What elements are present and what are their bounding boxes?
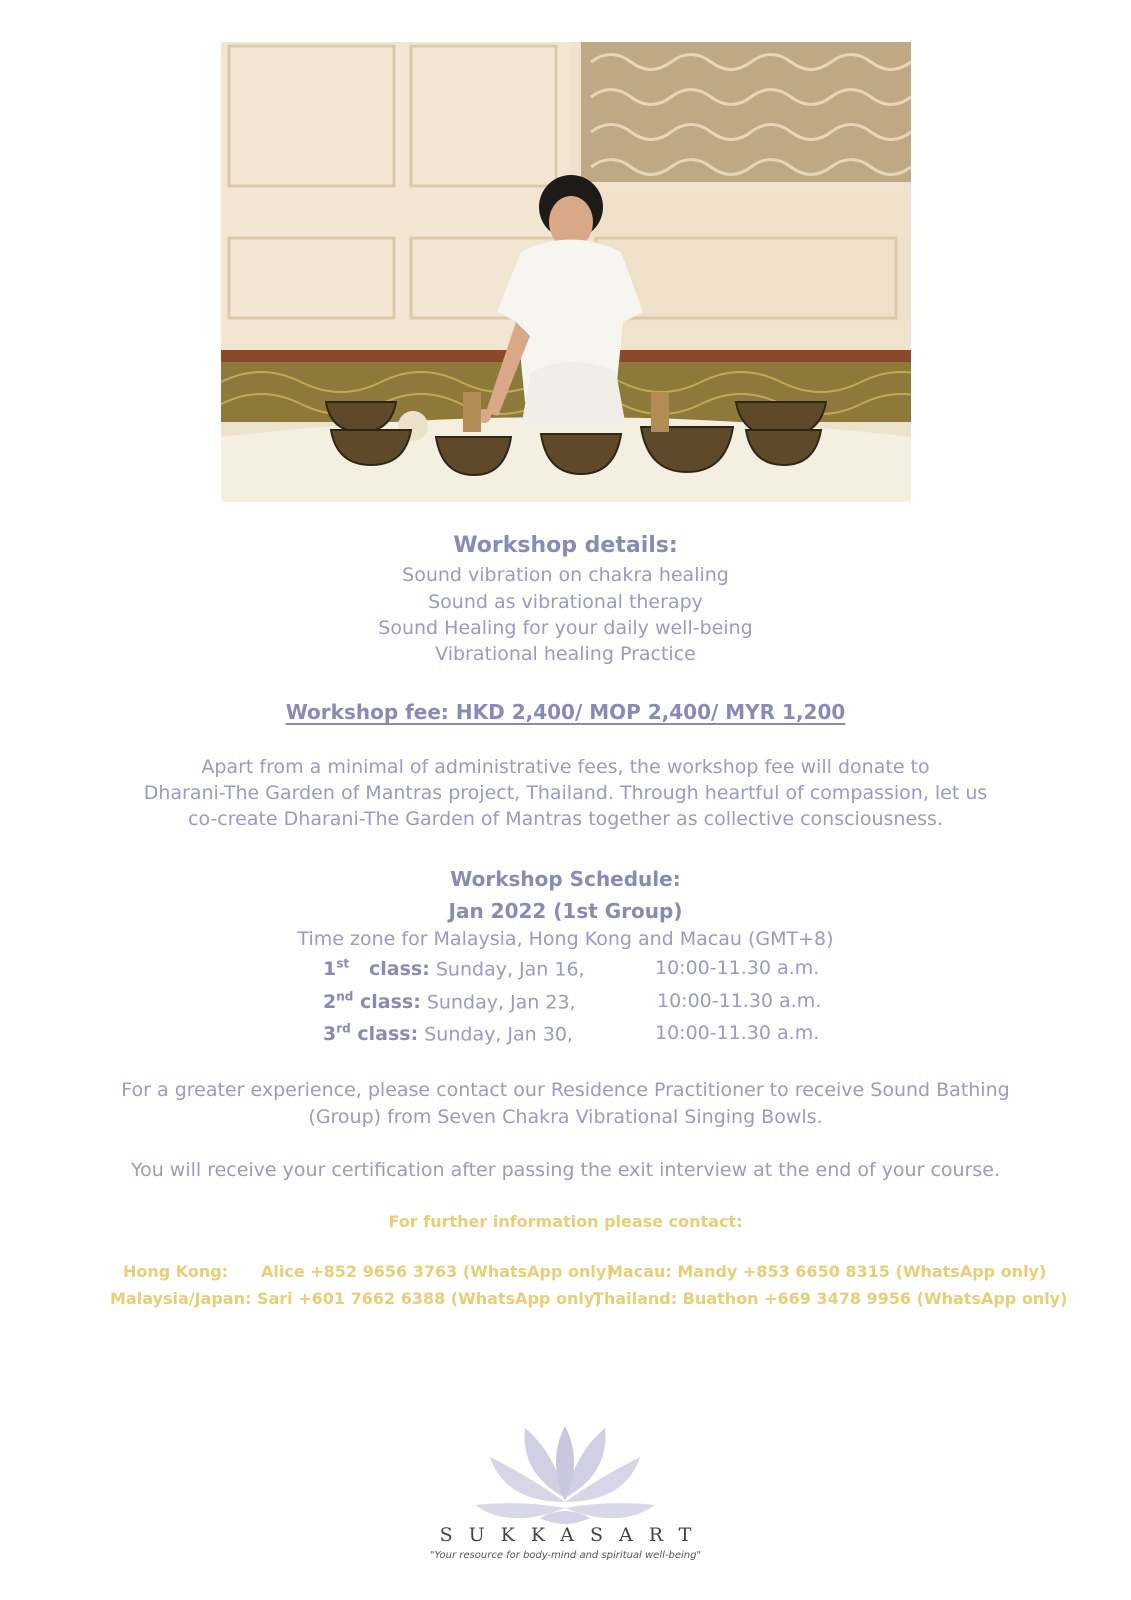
details-item: Sound Healing for your daily well-being	[378, 617, 753, 639]
schedule-group: Jan 2022 (1st Group)	[448, 899, 683, 923]
class-date: Sunday, Jan 16,	[435, 958, 585, 981]
workshop-fee: Workshop fee: HKD 2,400/ MOP 2,400/ MYR 1,200	[285, 700, 846, 724]
donation-line: Apart from a minimal of administrative fees, the workshop fee will donate to	[201, 756, 930, 778]
experience-line: For a greater experience, please contact our Residence Practitioner to receive Sound Bathing	[121, 1079, 1010, 1101]
donation-line: co-create Dharani-The Garden of Mantras together as collective consciousness.	[188, 808, 943, 830]
class-time: 10:00-11.30 a.m.	[655, 957, 820, 979]
contact-thailand: Thailand: Buathon +669 3478 9956 (WhatsApp only)	[593, 1289, 1068, 1308]
class-time: 10:00-11.30 a.m.	[657, 990, 822, 1012]
contact-macau: Macau: Mandy +853 6650 8315 (WhatsApp only)	[607, 1262, 1047, 1281]
details-item: Sound as vibrational therapy	[428, 591, 703, 613]
class-date: Sunday, Jan 30,	[424, 1023, 573, 1046]
class-row	[323, 990, 576, 1013]
class-ordinal: 2nd class:	[323, 990, 421, 1014]
class-row	[323, 957, 585, 980]
workshop-photo	[221, 42, 911, 502]
contact-hk-label: Hong Kong:	[123, 1262, 229, 1281]
schedule-heading: Workshop Schedule:	[450, 867, 681, 891]
contact-heading-wrap	[0, 1212, 1131, 1231]
class-date: Sunday, Jan 23,	[426, 991, 576, 1014]
experience-line: (Group) from Seven Chakra Vibrational Singing Bowls.	[308, 1106, 823, 1128]
class-row	[323, 1022, 573, 1045]
contact-hk: Alice +852 9656 3763 (WhatsApp only)	[261, 1262, 614, 1281]
class-time: 10:00-11.30 a.m.	[655, 1022, 820, 1044]
certification-text: You will receive your certification after passing the exit interview at the end of your course.	[130, 1159, 1001, 1181]
class-ordinal: 1st class:	[323, 957, 430, 981]
details-item: Vibrational healing Practice	[435, 643, 696, 665]
contact-malaysia: Malaysia/Japan: Sari +601 7662 6388 (WhatsApp only)	[110, 1289, 602, 1308]
lotus-logo	[470, 1418, 660, 1530]
class-ordinal: 3rd class:	[323, 1022, 419, 1046]
details-heading: Workshop details:	[453, 533, 678, 558]
schedule-timezone: Time zone for Malaysia, Hong Kong and Macau (GMT+8)	[297, 928, 834, 950]
donation-line: Dharani-The Garden of Mantras project, Thailand. Through heartful of compassion, let us	[143, 782, 988, 804]
brand-name: SUKKASART	[439, 1524, 708, 1546]
brand-tagline: "Your resource for body-mind and spiritual well-being"	[429, 1550, 702, 1561]
contact-heading: For further information please contact:	[388, 1212, 743, 1231]
details-item: Sound vibration on chakra healing	[402, 564, 729, 586]
